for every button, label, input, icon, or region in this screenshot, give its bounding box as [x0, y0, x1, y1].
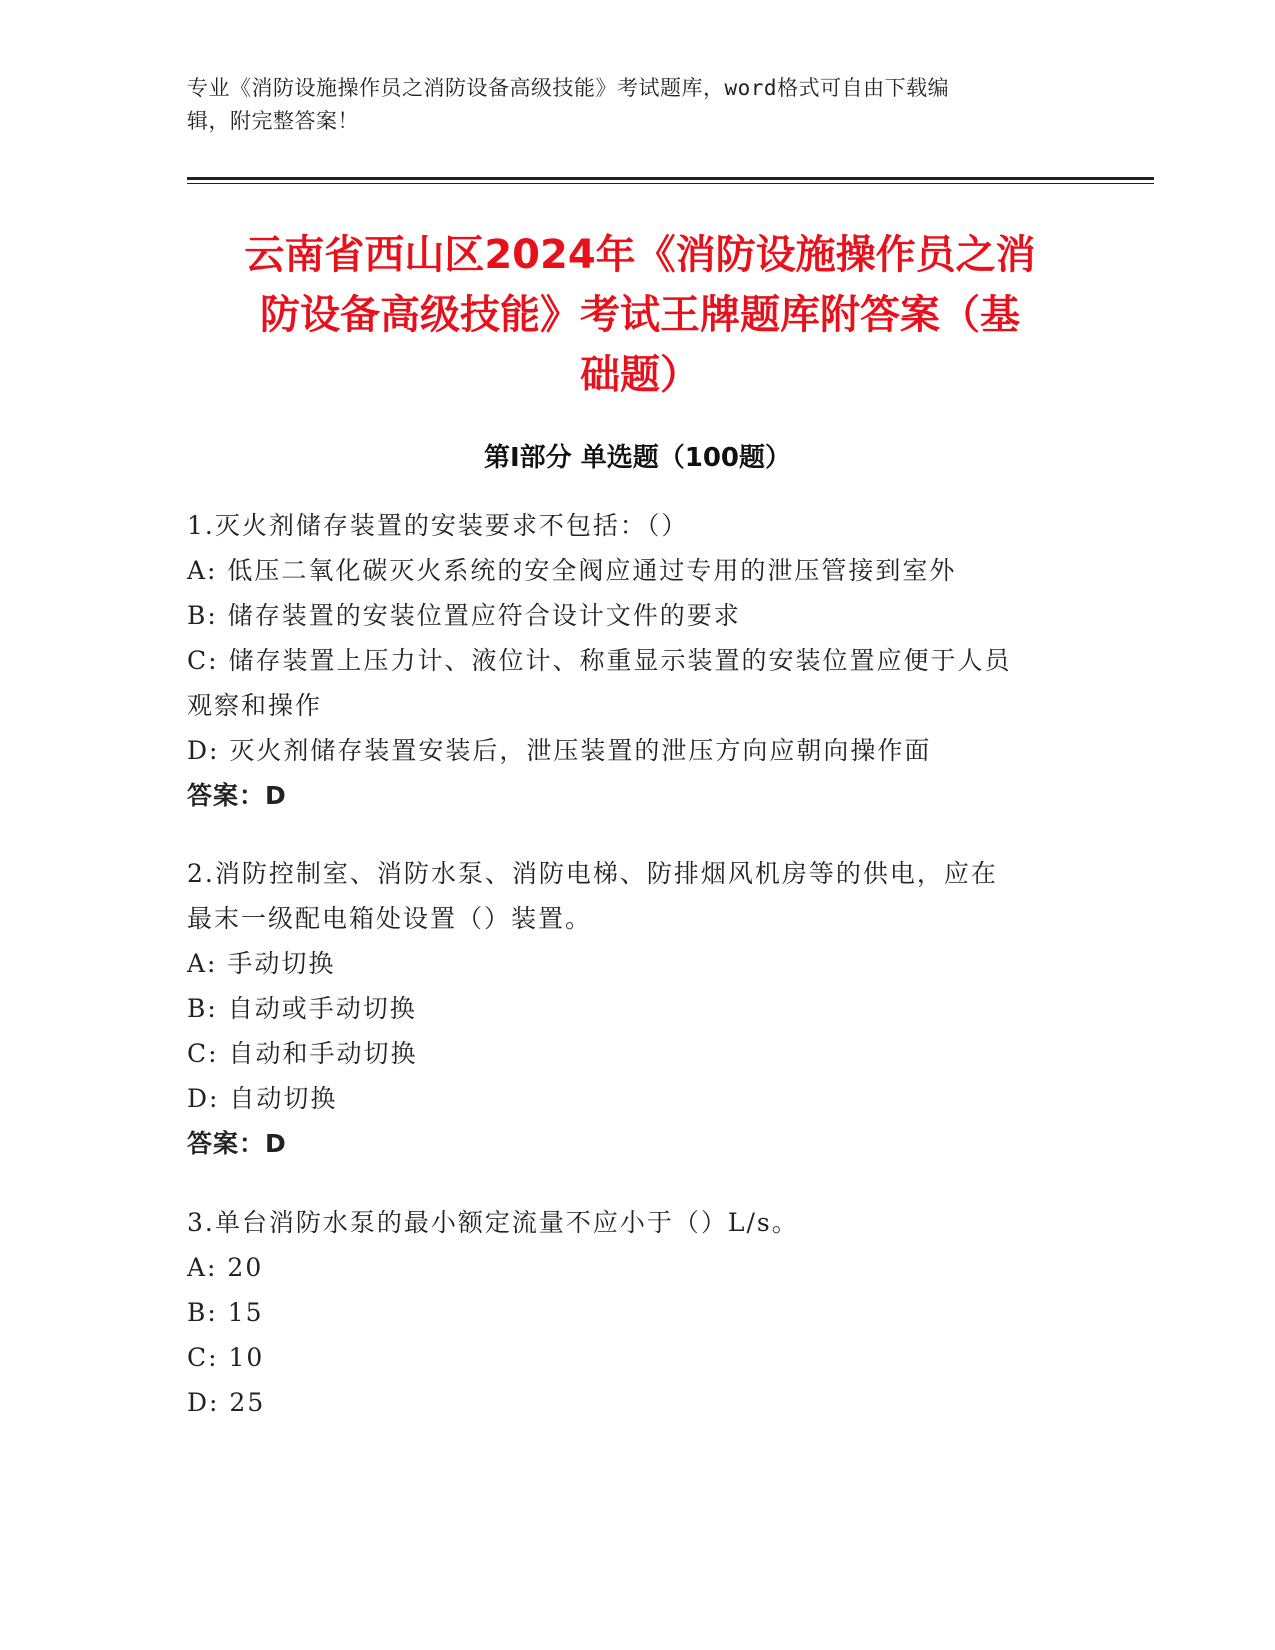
option-c: C: 自动和手动切换 [187, 1039, 418, 1068]
title-line: 础题） [580, 352, 700, 398]
answer-label: 答案：D [187, 781, 287, 810]
option-a: A: 手动切换 [187, 949, 336, 978]
option-b: B: 15 [187, 1298, 264, 1327]
header-divider-thick [187, 177, 1154, 180]
option-d: D: 自动切换 [187, 1084, 338, 1113]
header-divider-thin [187, 183, 1154, 184]
question-stem-continued: 最末一级配电箱处设置（）装置。 [187, 904, 593, 933]
option-b: B: 自动或手动切换 [187, 994, 417, 1023]
header-note-line: 辑，附完整答案！ [187, 109, 359, 133]
question-stem: 3.单台消防水泵的最小额定流量不应小于（）L/s。 [187, 1208, 799, 1237]
option-c-continued: 观察和操作 [187, 691, 323, 720]
question-stem: 2.消防控制室、消防水泵、消防电梯、防排烟风机房等的供电，应在 [187, 859, 998, 888]
option-a: A: 20 [187, 1253, 264, 1282]
option-b: B: 储存装置的安装位置应符合设计文件的要求 [187, 601, 741, 630]
answer-label: 答案：D [187, 1129, 287, 1158]
section-heading: 第I部分 单选题（100题） [484, 443, 791, 473]
question-3 [187, 1200, 1087, 1425]
option-a: A: 低压二氧化碳灭火系统的安全阀应通过专用的泄压管接到室外 [187, 556, 957, 585]
option-c: C: 10 [187, 1343, 265, 1372]
header-note [187, 72, 1067, 138]
title-line: 防设备高级技能》考试王牌题库附答案（基 [260, 292, 1020, 338]
question-2 [187, 851, 1087, 1166]
option-d: D: 25 [187, 1388, 266, 1417]
document-title [180, 225, 1100, 405]
title-line: 云南省西山区2024年《消防设施操作员之消 [244, 232, 1036, 278]
option-c: C: 储存装置上压力计、液位计、称重显示装置的安装位置应便于人员 [187, 646, 1012, 675]
option-d: D: 灭火剂储存装置安装后，泄压装置的泄压方向应朝向操作面 [187, 736, 932, 765]
question-1 [187, 503, 1087, 818]
header-note-line: 专业《消防设施操作员之消防设备高级技能》考试题库，word格式可自由下载编 [187, 76, 950, 100]
question-stem: 1.灭火剂储存装置的安装要求不包括：（） [187, 511, 689, 540]
